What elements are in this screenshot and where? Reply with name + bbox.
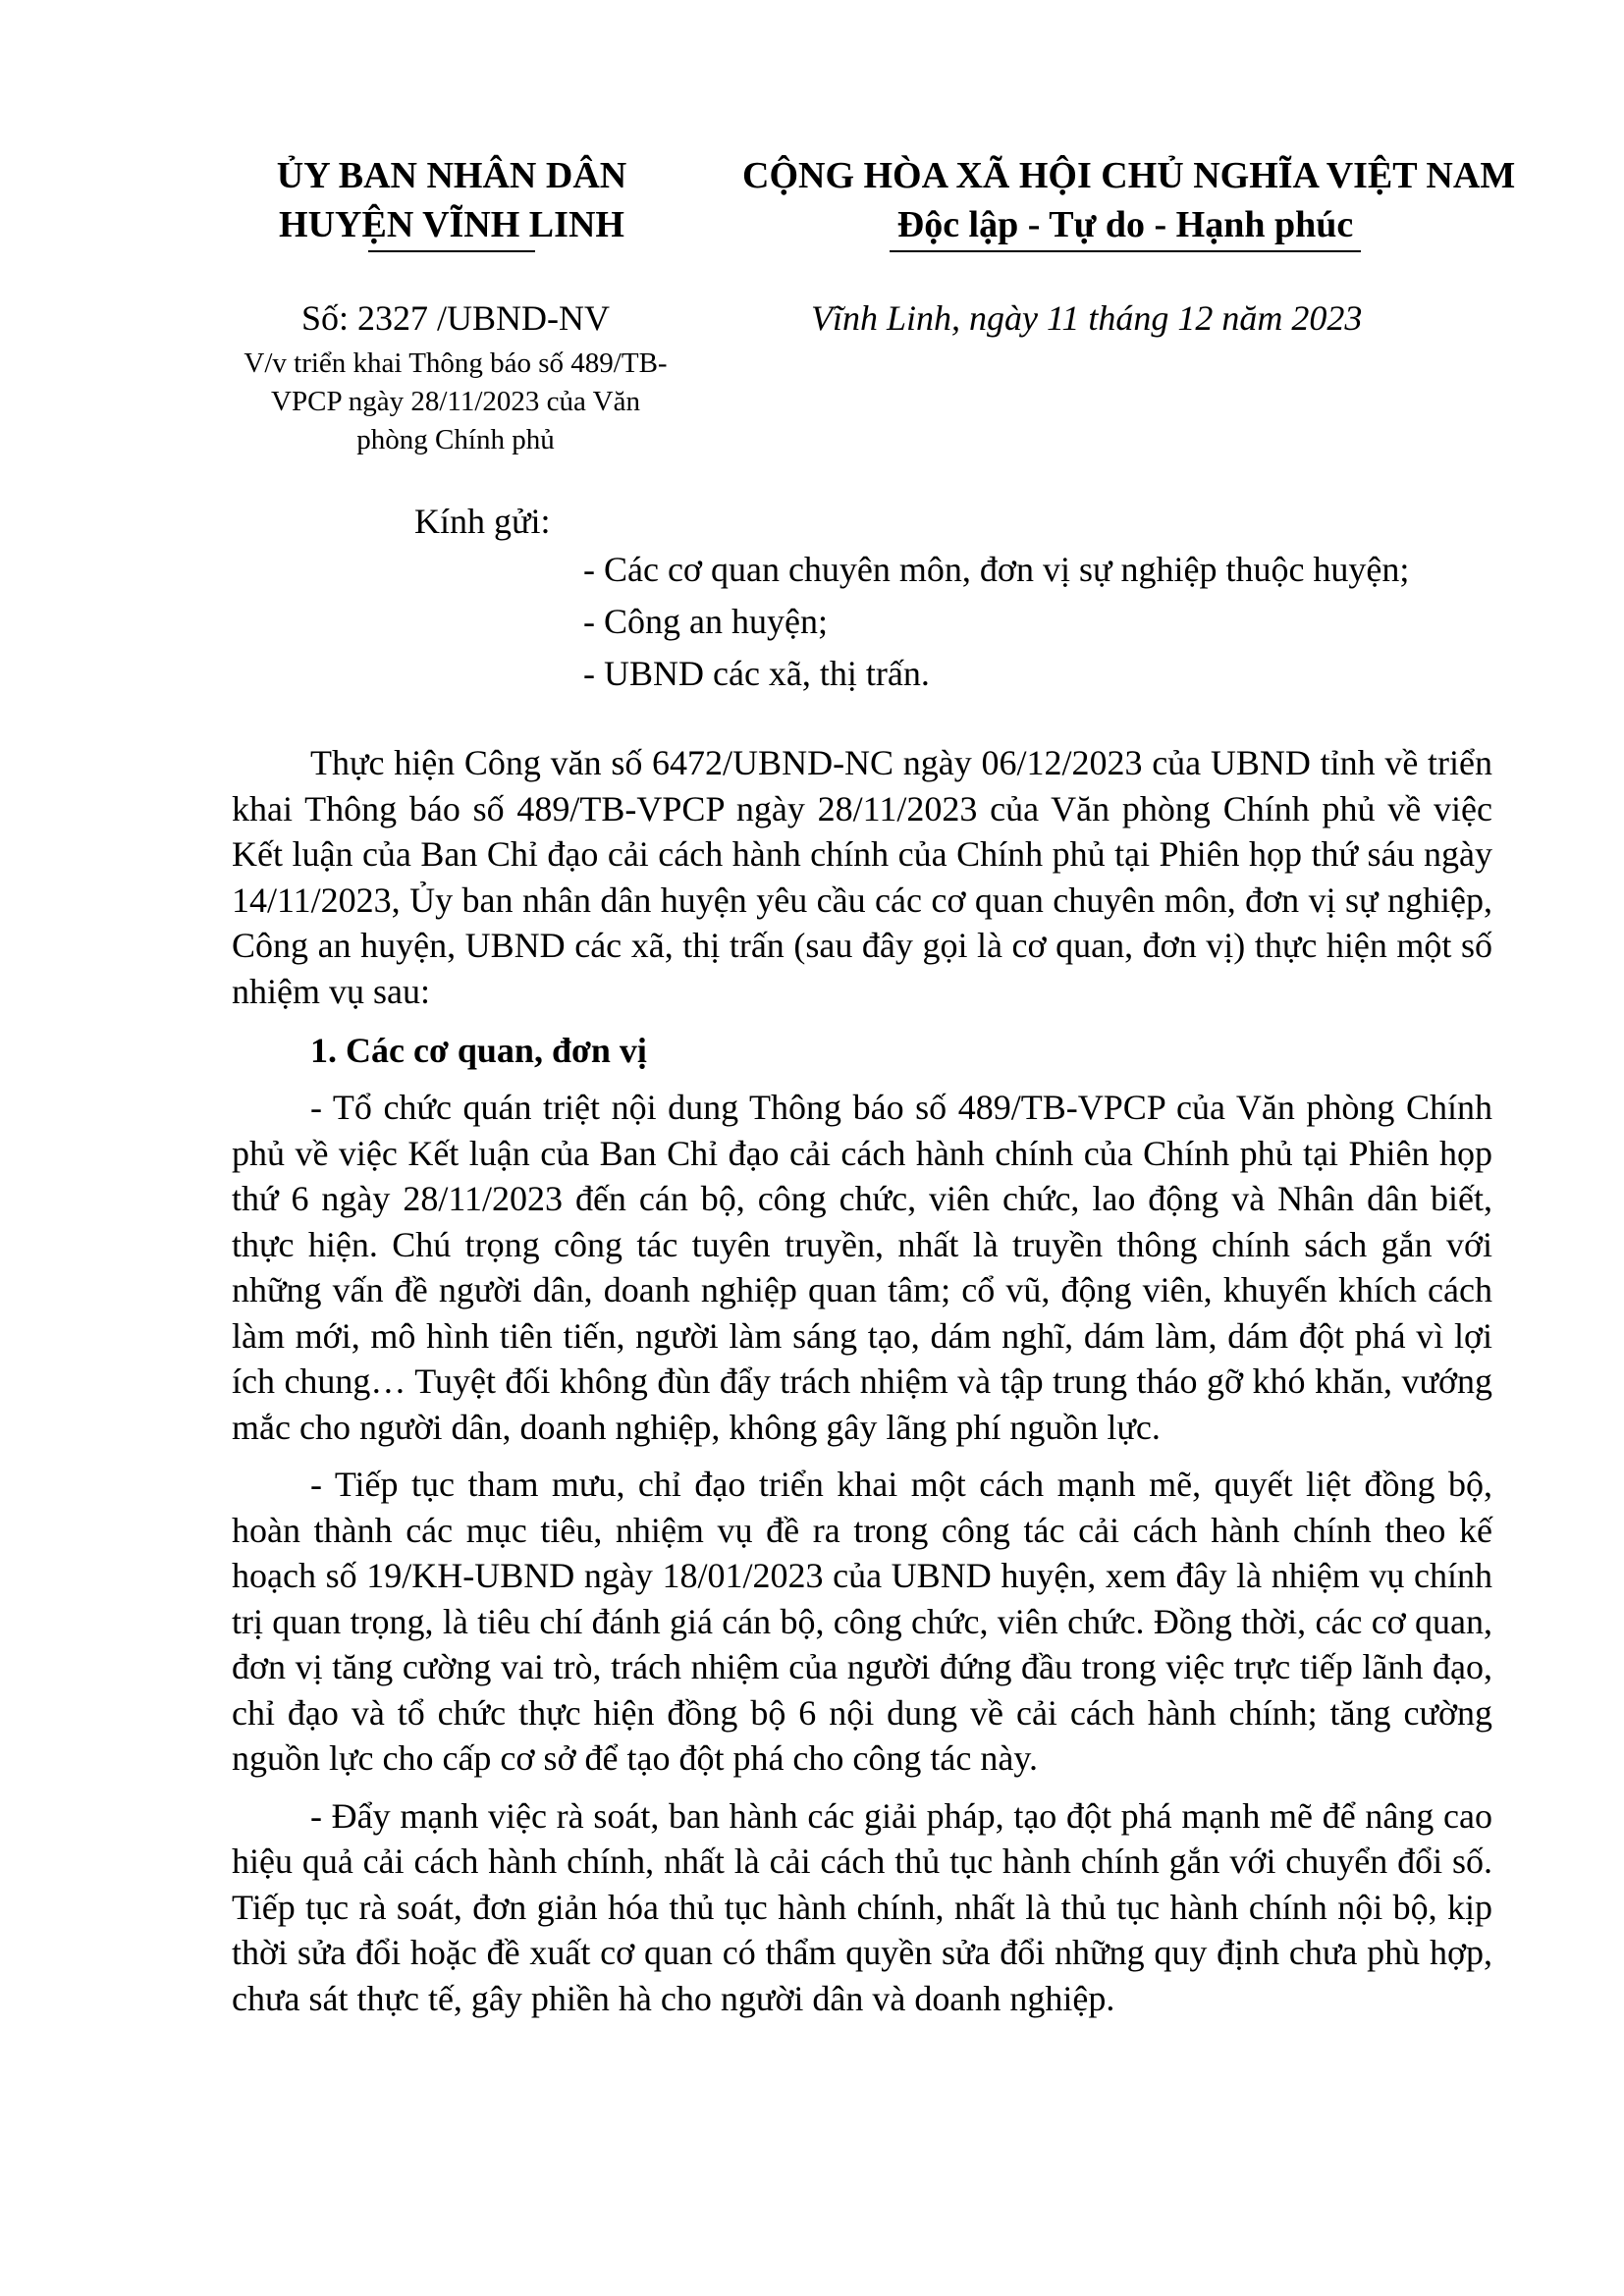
- body-paragraph: - Đẩy mạnh việc rà soát, ban hành các giải pháp, tạo đột phá mạnh mẽ để nâng cao hiệu quả cải cách hành chính, nhất là cải cách thủ tục hành chính gắn với chuyển đổi số. Tiếp tục rà soát, đơn giản hóa thủ tục hành chính, nhất là thủ tục hành chính nội bộ, kịp thời sửa đổi hoặc đề xuất cơ quan có thẩm quyền sửa đổi những quy định chưa phù hợp, chưa sát thực tế, gây phiền hà cho người dân và doanh nghiệp.: [232, 1795, 1492, 2018]
- recipient-item: - Các cơ quan chuyên môn, đơn vị sự nghiệp thuộc huyện;: [583, 550, 1410, 589]
- intro-paragraph: Thực hiện Công văn số 6472/UBND-NC ngày 06/12/2023 của UBND tỉnh về triển khai Thông báo số 489/TB-VPCP ngày 28/11/2023 của Văn phòng Chính phủ về việc Kết luận của Ban Chỉ đạo cải cách hành chính của Chính phủ tại Phiên họp thứ sáu ngày 14/11/2023, Ủy ban nhân dân huyện yêu cầu các cơ quan chuyên môn, đơn vị sự nghiệp, Công an huyện, UBND các xã, thị trấn (sau đây gọi là cơ quan, đơn vị) thực hiện một số nhiệm vụ sau:: [232, 743, 1492, 1011]
- document-number-block: [244, 295, 668, 459]
- greeting-label: Kính gửi:: [414, 502, 551, 541]
- body-paragraph: - Tiếp tục tham mưu, chỉ đạo triển khai một cách mạnh mẽ, quyết liệt đồng bộ, hoàn thành các mục tiêu, nhiệm vụ đề ra trong công tác cải cách hành chính theo kế hoạch số 19/KH-UBND ngày 18/01/2023 của UBND huyện, xem đây là nhiệm vụ chính trị quan trọng, là tiêu chí đánh giá cán bộ, công chức, viên chức. Đồng thời, các cơ quan, đơn vị tăng cường vai trò, trách nhiệm của người đứng đầu trong việc trực tiếp lãnh đạo, chỉ đạo và tổ chức thực hiện đồng bộ 6 nội dung về cải cách hành chính; tăng cường nguồn lực cho cấp cơ sở để tạo đột phá cho công tác này.: [232, 1465, 1492, 1778]
- document-body: [232, 740, 1492, 2033]
- nation-motto: Độc lập - Tự do - Hạnh phúc: [896, 204, 1354, 245]
- section-heading: 1. Các cơ quan, đơn vị: [310, 1031, 647, 1070]
- recipient-item: - UBND các xã, thị trấn.: [583, 654, 930, 693]
- issuing-agency: [245, 151, 658, 249]
- agency-line-2: HUYỆN VĨNH LINH: [279, 204, 624, 245]
- document-date: Vĩnh Linh, ngày 11 tháng 12 năm 2023: [811, 298, 1363, 338]
- motto-underline: [890, 250, 1361, 252]
- document-subject: V/v triển khai Thông báo số 489/TB-VPCP ngày 28/11/2023 của Văn phòng Chính phủ: [244, 347, 668, 455]
- document-number: Số: 2327 /UBND-NV: [300, 298, 610, 338]
- nation-name: CỘNG HÒA XÃ HỘI CHỦ NGHĨA VIỆT NAM: [742, 155, 1516, 196]
- recipient-item: - Công an huyện;: [583, 602, 828, 641]
- body-paragraph: - Tổ chức quán triệt nội dung Thông báo số 489/TB-VPCP của Văn phòng Chính phủ về việc Kết luận của Ban Chỉ đạo cải cách hành chính của Chính phủ tại Phiên họp thứ 6 ngày 28/11/2023 đến cán bộ, công chức, viên chức, lao động và Nhân dân biết, thực hiện. Chú trọng công tác tuyên truyền, nhất là truyền thông chính sách gắn với những vấn đề người dân, doanh nghiệp quan tâm; cổ vũ, động viên, khuyến khích cách làm mới, mô hình tiên tiến, người làm sáng tạo, dám nghĩ, dám làm, dám đột phá vì lợi ích chung… Tuyệt đối không đùn đẩy trách nhiệm và tập trung tháo gỡ khó khăn, vướng mắc cho người dân, doanh nghiệp, không gây lãng phí nguồn lực.: [232, 1088, 1492, 1447]
- agency-underline: [368, 250, 535, 252]
- national-title: [742, 151, 1516, 249]
- recipient-list: [583, 544, 1409, 700]
- agency-line-1: ỦY BAN NHÂN DÂN: [276, 155, 627, 196]
